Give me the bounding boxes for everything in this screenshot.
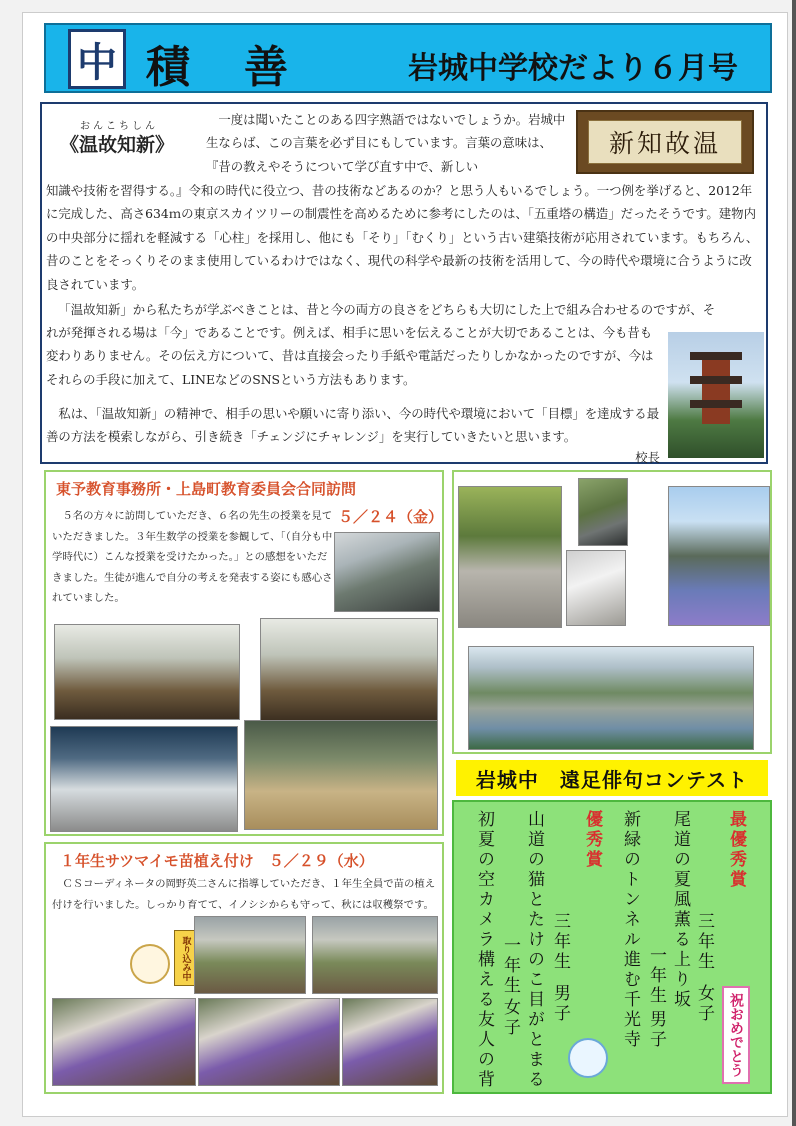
- page-edge: [792, 0, 796, 1126]
- math-class-photo: [334, 532, 440, 612]
- haiku-board: [452, 800, 772, 1094]
- haiku-2-gender: 男子: [646, 1010, 666, 1050]
- excursion-photos: [452, 470, 772, 754]
- award-top: 最優秀賞: [726, 810, 746, 890]
- planting-photo-1: [194, 916, 306, 994]
- haiku-1-gender: 女子: [694, 984, 714, 1024]
- planting-section: [44, 842, 444, 1094]
- planting-photo-3: [52, 998, 196, 1086]
- haiku-4-grade: 一年生: [500, 936, 520, 996]
- congratulations-ribbon: 祝おめでとう: [722, 986, 750, 1084]
- school-logo: 中: [68, 29, 126, 89]
- issue-subtitle: 岩城中学校だより６月号: [408, 51, 738, 86]
- keyword-heading: 《温故知新》: [60, 134, 175, 156]
- award-excellent: 優秀賞: [582, 810, 602, 870]
- gym-class-photo: [244, 720, 438, 830]
- paragraph-3: 私は、「温故知新」の精神で、相手の思いや願いに寄り添い、今の時代や環境において「目標」を達成する最善の方法を模索しながら、引き続き「チェンジにチャレンジ」を実行していきたいと思います。: [46, 406, 660, 445]
- onomichi-view-photo: [468, 646, 754, 750]
- visit-text: ５名の方々に訪問していただき、６名の先生の授業を見ていただきました。３年生数学の授業を参観して、「（自分も中学時代に）こんな授業を受けたかった。」との感想をいただきました。生徒が進んで自分の考えを発表する姿にも感心されていました。: [52, 510, 333, 604]
- paragraph-2-first-line: 「温故知新」から私たちが学ぶべきことは、昔と今の両方の良さをどちらも大切にした上で組み合わせるのですが、そ: [58, 302, 716, 317]
- stairs-photo: [458, 486, 562, 628]
- temple-photo: [668, 486, 770, 626]
- joint-visit-section: [44, 470, 444, 836]
- science-lab-photo: [50, 726, 238, 832]
- classroom-photo-1: [54, 624, 240, 720]
- masthead-banner: [44, 23, 772, 93]
- haiku-2-grade: 一年生: [646, 946, 666, 1006]
- calligraphy-text: 新知故温: [588, 120, 742, 164]
- classroom-photo-2: [260, 618, 438, 722]
- haiku-3-grade: 三年生: [550, 912, 570, 972]
- keyword-reading: おんこちしん: [80, 121, 158, 132]
- cat-photo-2: [566, 550, 626, 626]
- planting-title: １年生サツマイモ苗植え付け ５／２９（水）: [60, 852, 374, 870]
- visit-date: ５／２４（金）: [338, 508, 444, 526]
- haiku-contest-banner: 岩城中 遠足俳句コンテスト: [456, 760, 768, 796]
- mascot-icon: [130, 944, 170, 984]
- cat-photo-1: [578, 478, 628, 546]
- busy-sign: 取り込み中: [174, 930, 198, 986]
- haiku-1: 尾道の夏風薫る上り坂: [670, 810, 690, 1010]
- haiku-3-gender: 男子: [550, 984, 570, 1024]
- haiku-3: 山道の猫とたけのこ目がとまる: [524, 810, 544, 1090]
- pagoda-photo: [668, 332, 764, 458]
- planting-text: ＣＳコーディネータの岡野英二さんに指導していただき、１年生全員で苗の植え付けを行いました。しっかり育てて、イノシシからも守って、秋には収穫祭です。: [52, 878, 436, 911]
- planting-photo-4: [198, 998, 340, 1086]
- principal-message: [40, 102, 768, 464]
- mascot-icon: [568, 1038, 608, 1078]
- principal-signature: 校長: [635, 450, 660, 465]
- calligraphy-scroll-image: [576, 110, 754, 174]
- haiku-1-grade: 三年生: [694, 912, 714, 972]
- newsletter-title: 積善: [146, 42, 342, 93]
- planting-photo-5: [342, 998, 438, 1086]
- haiku-4: 初夏の空カメラ構える友人の背: [474, 810, 494, 1090]
- haiku-2: 新緑のトンネル進む千光寺: [620, 810, 640, 1050]
- intro-paragraph: 一度は聞いたことのある四字熟語ではないでしょうか。岩城中生ならば、この言葉を必ず目にもしています。言葉の意味は、『昔の教えやそうについて学び直す中で、新しい: [206, 112, 566, 174]
- paragraph-1: 知識や技術を習得する。』令和の時代に役立つ、昔の技術などあるのか？と思う人もいるでしょう。一つ例を挙げると、2012年に完成した、高さ634ｍの東京スカイツリーの制震性を高めるために参考にしたのは、「五重塔の構造」だったそうです。建物内の中央部分に揺れを軽減する「心柱」を採用し、他にも「そり」「むくり」という古い建築技術が応用されています。もちろん、昔のことをそっくりそのまま使用しているわけではなく、現代の科学や最新の技術を活用して、今の時代や環境に合うように改良されています。: [46, 183, 759, 292]
- paragraph-2: れが発揮される場は「今」であることです。例えば、相手に思いを伝えることが大切であることは、今も昔も変わりありません。その伝え方について、昔は直接会ったり手紙や電話だったりしかなかったのですが、今はそれらの手段に加えて、LINEなどのSNSという方法もあります。: [46, 325, 654, 387]
- planting-photo-2: [312, 916, 438, 994]
- visit-title: 東予教育事務所・上島町教育委員会合同訪問: [56, 480, 357, 498]
- haiku-4-gender: 女子: [500, 998, 520, 1038]
